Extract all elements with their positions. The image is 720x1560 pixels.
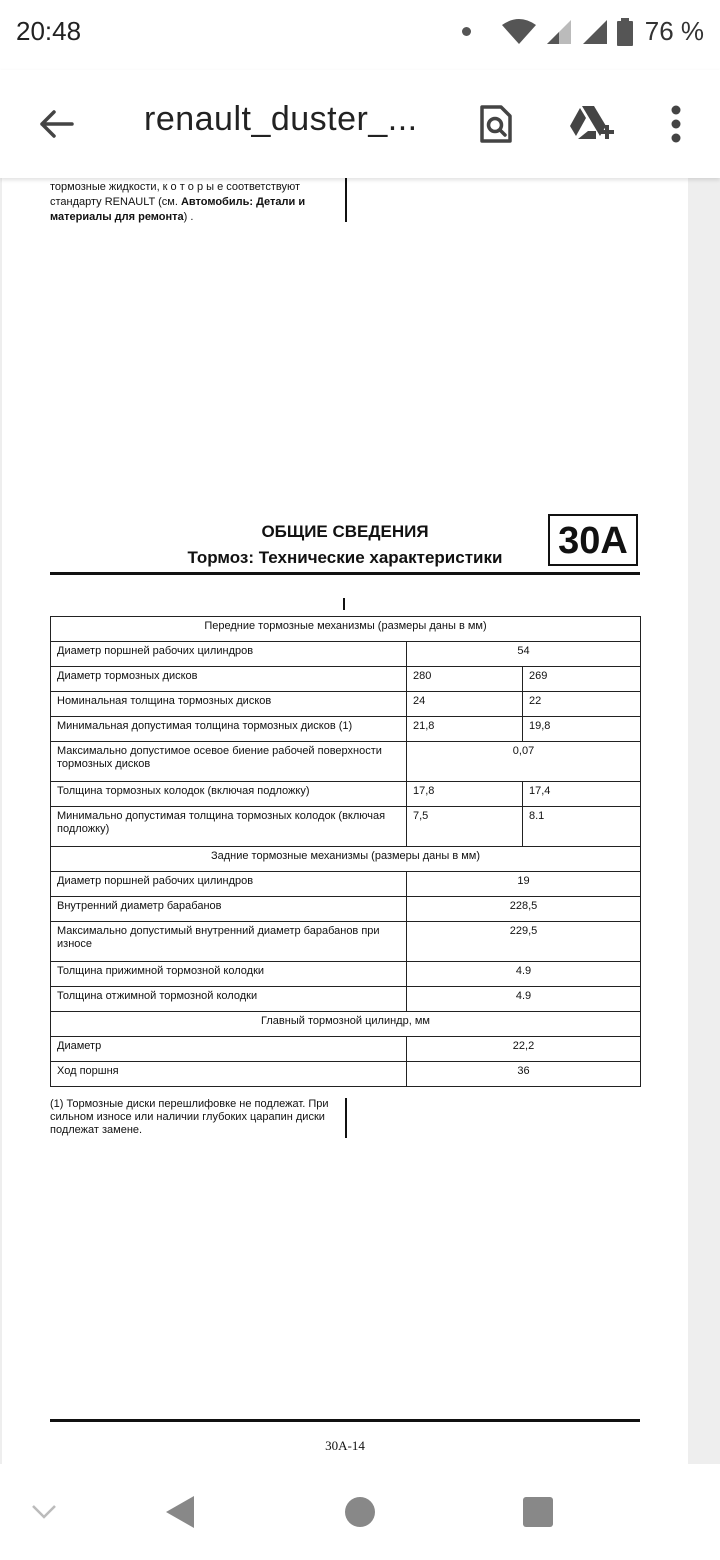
add-to-drive-icon xyxy=(568,104,616,144)
back-arrow-icon xyxy=(38,109,74,139)
hide-keyboard-button[interactable] xyxy=(18,1486,70,1538)
parameter-cell: Толщина прижимной тормозной колодки xyxy=(51,962,407,987)
value-cell: 24 xyxy=(407,692,523,717)
status-bar xyxy=(0,0,720,70)
table-row xyxy=(51,872,641,897)
back-button[interactable] xyxy=(30,98,82,150)
section-badge: 30A xyxy=(548,514,638,566)
value-cell: 4.9 xyxy=(407,987,641,1012)
value-cell: 17,4 xyxy=(523,782,641,807)
change-bar xyxy=(345,1098,347,1138)
parameter-cell: Диаметр поршней рабочих цилиндров xyxy=(51,872,407,897)
value-cell: 19,8 xyxy=(523,717,641,742)
parameter-cell: Диаметр тормозных дисков xyxy=(51,667,407,692)
table-row xyxy=(51,692,641,717)
change-bar xyxy=(343,598,345,610)
value-cell: 4.9 xyxy=(407,962,641,987)
home-circle-icon xyxy=(344,1496,376,1528)
heading-title: ОБЩИЕ СВЕДЕНИЯ xyxy=(261,522,429,541)
table-row xyxy=(51,782,641,807)
footer-rule xyxy=(50,1419,640,1422)
page-text xyxy=(50,180,340,225)
table-section-header xyxy=(51,1012,641,1037)
find-in-page-button[interactable] xyxy=(470,98,522,150)
status-icons xyxy=(462,16,704,47)
value-cell: 280 xyxy=(407,667,523,692)
value-cell: 36 xyxy=(407,1062,641,1087)
chevron-down-icon xyxy=(31,1504,57,1520)
bold-reference: Автомобиль: Детали и материалы для ремонта xyxy=(50,196,306,223)
brake-spec-table xyxy=(50,616,641,1087)
table-section-header xyxy=(51,847,641,872)
more-options-button[interactable] xyxy=(650,98,702,150)
back-triangle-icon xyxy=(164,1495,196,1529)
table-row xyxy=(51,897,641,922)
parameter-cell: Максимально допустимое осевое биение рабочей поверхности тормозных дисков xyxy=(51,742,407,782)
nav-home-button[interactable] xyxy=(334,1486,386,1538)
table-row xyxy=(51,1062,641,1087)
battery-icon xyxy=(617,18,633,46)
parameter-cell: Диаметр xyxy=(51,1037,407,1062)
signal-icon xyxy=(545,18,573,46)
system-nav-bar xyxy=(0,1464,720,1560)
wifi-icon xyxy=(501,18,537,46)
text-suffix: ) . xyxy=(183,211,194,223)
heading-subtitle: Тормоз: Технические характеристики xyxy=(187,548,503,567)
table-row xyxy=(51,742,641,782)
change-bar xyxy=(345,178,347,222)
recents-square-icon xyxy=(522,1496,554,1528)
heading-rule xyxy=(50,572,640,575)
table-row xyxy=(51,642,641,667)
parameter-cell: Минимальная допустимая толщина тормозных дисков (1) xyxy=(51,717,407,742)
table-row xyxy=(51,667,641,692)
section-header-cell: Задние тормозные механизмы (размеры даны в мм) xyxy=(51,847,641,872)
parameter-cell: Толщина отжимной тормозной колодки xyxy=(51,987,407,1012)
status-time: 20:48 xyxy=(16,16,82,46)
nav-back-button[interactable] xyxy=(154,1486,206,1538)
value-cell: 0,07 xyxy=(407,742,641,782)
value-cell: 7,5 xyxy=(407,807,523,847)
value-cell: 229,5 xyxy=(407,922,641,962)
parameter-cell: Внутренний диаметр барабанов xyxy=(51,897,407,922)
table-row xyxy=(51,1037,641,1062)
value-cell: 22 xyxy=(523,692,641,717)
value-cell: 22,2 xyxy=(407,1037,641,1062)
parameter-cell: Толщина тормозных колодок (включая подложку) xyxy=(51,782,407,807)
document-viewer[interactable] xyxy=(0,178,720,1464)
text-line: тормозные жидкости, к о т о р ы е соответствуют xyxy=(50,181,301,193)
add-to-drive-button[interactable] xyxy=(566,98,618,150)
table-row xyxy=(51,962,641,987)
document-title: renault_duster_... xyxy=(144,100,418,138)
find-in-page-icon xyxy=(479,104,513,144)
value-cell: 17,8 xyxy=(407,782,523,807)
signal-icon xyxy=(581,18,609,46)
parameter-cell: Ход поршня xyxy=(51,1062,407,1087)
app-bar xyxy=(0,70,720,178)
nav-recents-button[interactable] xyxy=(512,1486,564,1538)
section-header-cell: Главный тормозной цилиндр, мм xyxy=(51,1012,641,1037)
notification-dot-icon xyxy=(462,27,471,36)
section-header-cell: Передние тормозные механизмы (размеры даны в мм) xyxy=(51,617,641,642)
parameter-cell: Максимально допустимый внутренний диаметр барабанов при износе xyxy=(51,922,407,962)
parameter-cell: Номинальная толщина тормозных дисков xyxy=(51,692,407,717)
table-row xyxy=(51,922,641,962)
value-cell: 21,8 xyxy=(407,717,523,742)
footnote: (1) Тормозные диски перешлифовке не подлежат. При сильном износе или наличии глубоких царапин диски подлежат замене. xyxy=(50,1098,329,1136)
value-cell: 269 xyxy=(523,667,641,692)
table-row xyxy=(51,807,641,847)
battery-percentage: 76 % xyxy=(644,16,704,46)
pdf-page xyxy=(2,500,688,1464)
more-vert-icon xyxy=(670,105,682,143)
value-cell: 54 xyxy=(407,642,641,667)
value-cell: 228,5 xyxy=(407,897,641,922)
parameter-cell: Диаметр поршней рабочих цилиндров xyxy=(51,642,407,667)
table-section-header xyxy=(51,617,641,642)
page-number: 30A-14 xyxy=(325,1438,365,1453)
value-cell: 8.1 xyxy=(523,807,641,847)
table-row xyxy=(51,987,641,1012)
table-row xyxy=(51,717,641,742)
parameter-cell: Минимально допустимая толщина тормозных колодок (включая подложку) xyxy=(51,807,407,847)
value-cell: 19 xyxy=(407,872,641,897)
text-line: стандарту RENAULT (см. xyxy=(50,196,181,208)
